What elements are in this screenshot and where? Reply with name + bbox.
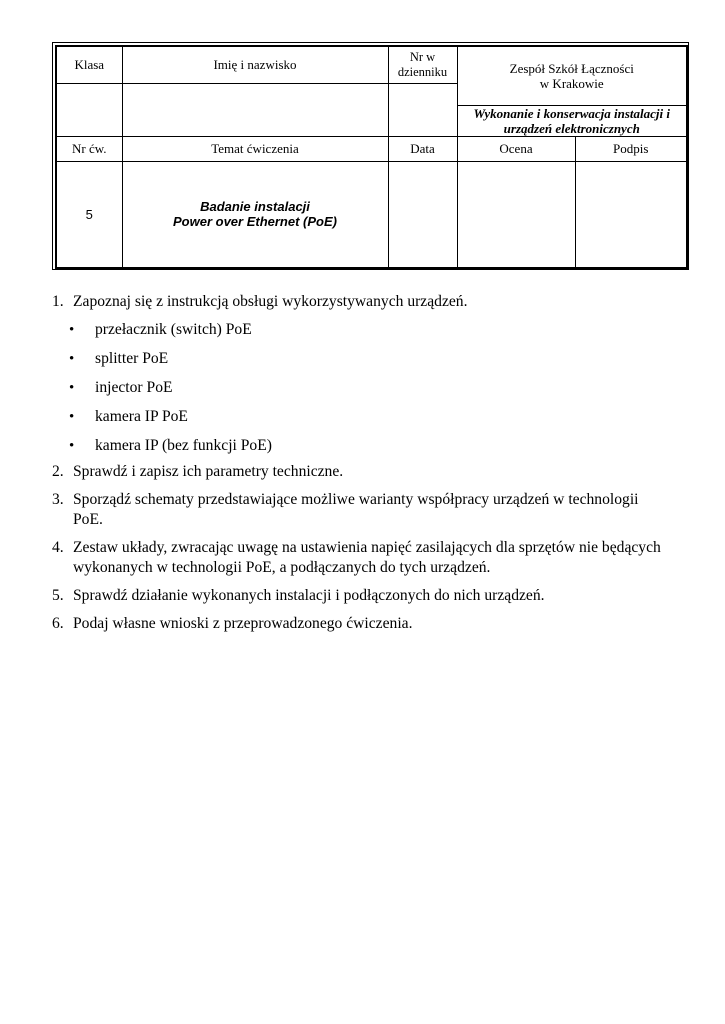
- step-number: 5.: [52, 587, 64, 604]
- date-field: [388, 161, 457, 268]
- step-3: [52, 490, 672, 530]
- grade-field: [457, 161, 575, 268]
- journal-number-field: [388, 83, 457, 136]
- exercise-number-label: Nr ćw.: [56, 136, 122, 161]
- bullet-icon: •: [69, 438, 75, 454]
- topic-label: Temat ćwiczenia: [122, 136, 388, 161]
- step-text: Podaj własne wnioski z przeprowadzonego ćwiczenia.: [73, 615, 413, 632]
- step-6: [52, 614, 672, 634]
- school-name-line1: Zespół Szkół Łączności: [509, 60, 634, 76]
- school-name: [457, 46, 687, 105]
- signature-label: Podpis: [575, 136, 687, 161]
- step-text: Zapoznaj się z instrukcją obsługi wykorzystywanych urządzeń.: [73, 293, 468, 310]
- klasa-label: Klasa: [56, 46, 122, 83]
- subject-name: Wykonanie i konserwacja instalacji i urządzeń elektronicznych: [457, 105, 687, 136]
- grade-label: Ocena: [457, 136, 575, 161]
- bullet-icon: •: [69, 409, 75, 425]
- step-4: [52, 538, 672, 578]
- device-text: kamera IP PoE: [95, 408, 188, 425]
- device-item: [52, 378, 672, 398]
- device-item: [52, 436, 672, 456]
- exercise-topic: [122, 161, 388, 268]
- device-text: przełacznik (switch) PoE: [95, 321, 252, 338]
- date-label: Data: [388, 136, 457, 161]
- exercise-topic-line1: Badanie instalacji: [200, 199, 310, 215]
- step-text: Sprawdź działanie wykonanych instalacji i podłączonych do nich urządzeń.: [73, 587, 545, 604]
- step-text: Sporządź schematy przedstawiające możliwe warianty współpracy urządzeń w technologii PoE.: [73, 491, 639, 528]
- device-text: injector PoE: [95, 379, 173, 396]
- exercise-number: 5: [56, 161, 122, 268]
- device-item: [52, 349, 672, 369]
- device-text: kamera IP (bez funkcji PoE): [95, 437, 272, 454]
- device-item: [52, 320, 672, 340]
- exercise-topic-line2: Power over Ethernet (PoE): [173, 214, 337, 230]
- step-text: Zestaw układy, zwracając uwagę na ustawienia napięć zasilających dla sprzętów nie będących wykonanych w technologii PoE, a podłączanych do tych urządzeń.: [73, 539, 661, 576]
- step-number: 6.: [52, 615, 64, 632]
- bullet-icon: •: [69, 351, 75, 367]
- step-number: 4.: [52, 539, 64, 556]
- step-2: [52, 462, 672, 482]
- step-5: [52, 586, 672, 606]
- header-table: [55, 45, 688, 269]
- signature-field: [575, 161, 687, 268]
- klasa-field: [56, 83, 122, 136]
- school-name-line2: w Krakowie: [539, 75, 604, 91]
- bullet-icon: •: [69, 322, 75, 338]
- name-field: [122, 83, 388, 136]
- device-text: splitter PoE: [95, 350, 169, 367]
- name-label: Imię i nazwisko: [122, 46, 388, 83]
- step-number: 2.: [52, 463, 64, 480]
- bullet-icon: •: [69, 380, 75, 396]
- step-1: [52, 292, 672, 312]
- step-text: Sprawdź i zapisz ich parametry techniczne.: [73, 463, 344, 480]
- device-item: [52, 407, 672, 427]
- step-number: 1.: [52, 293, 64, 310]
- step-number: 3.: [52, 491, 64, 508]
- instructions-list: [52, 292, 672, 642]
- journal-number-label: Nr w dzienniku: [388, 46, 457, 83]
